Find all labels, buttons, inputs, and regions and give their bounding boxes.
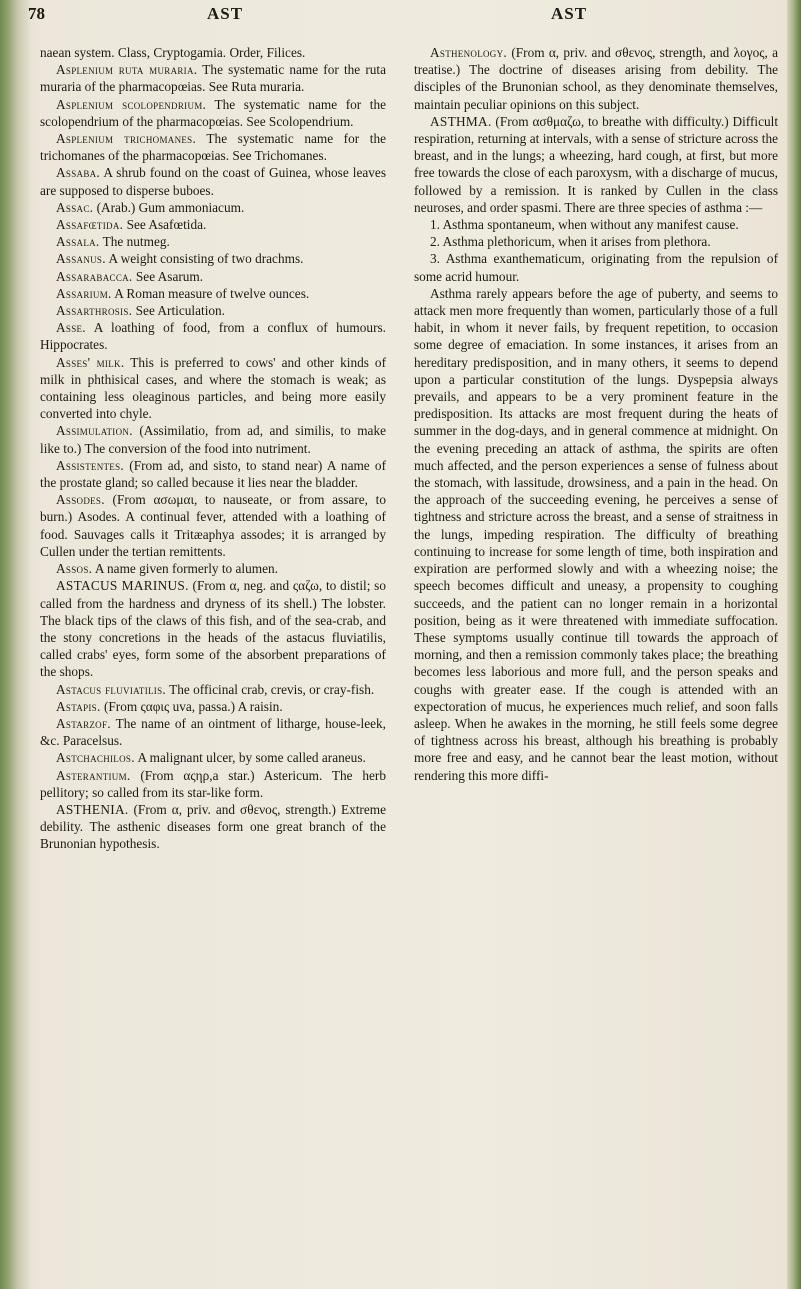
entry-headword: Assarabacca. — [56, 268, 133, 284]
dictionary-entry — [40, 354, 386, 423]
entry-headword: Assac. — [56, 199, 94, 215]
entry-text: The name of an ointment of litharge, house-leek, &c. Paracelsus. — [40, 715, 386, 749]
entry-headword: ASTHENIA. — [56, 801, 129, 817]
entry-text: A Roman measure of twelve ounces. — [114, 285, 310, 301]
entry-headword: Assanus. — [56, 251, 106, 267]
entry-text: (From ςαφις uva, passa.) A raisin. — [103, 698, 283, 714]
entry-text: 1. Asthma spontaneum, when without any manifest cause. — [430, 217, 739, 233]
entry-headword: Asterantium. — [56, 767, 131, 783]
dictionary-entry — [40, 268, 386, 285]
entry-text: (From α, neg. and ςαζω, to distil; so called from the hardness and dryness of its shell.) The lobster. The black tips of the claws of this fish, and of the sea-crab, and the stony concretions in the heads of the astacus fluviatilis, called crabs' eyes, form some of the absorbent preparations of the shops. — [40, 578, 386, 680]
entry-headword: Asplenium trichomanes. — [56, 131, 197, 147]
entry-headword: Assarium. — [56, 285, 112, 301]
entry-text: The systematic name for the trichomanes of the pharmacopœias. See Trichomanes. — [40, 131, 386, 164]
entry-text: (From α, priv. and σθενος, strength, and λογος, a treatise.) The doctrine of diseases arising from debility. The disciples of the Brunonian school, as they denominate themselves, maintain peculiar opinions on this subject. — [414, 45, 778, 112]
entry-headword: Asse. — [56, 320, 86, 336]
entry-text: (From αςηρ,a star.) Astericum. The herb pellitory; so called from its star-like form. — [40, 767, 386, 800]
entry-text: (Assimilatio, from ad, and similis, to make like to.) The conversion of the food into nutriment. — [40, 423, 386, 456]
entry-headword: Assarthrosis. — [56, 303, 133, 319]
dictionary-entry — [40, 302, 386, 319]
dictionary-entry — [414, 250, 778, 284]
entry-text: A name given formerly to alumen. — [94, 561, 278, 577]
dictionary-entry — [414, 113, 778, 216]
entry-headword: ASTHMA. — [430, 113, 492, 129]
entry-text: See Asafœtida. — [126, 217, 207, 233]
dictionary-entry — [414, 233, 778, 250]
entry-headword: Assimulation. — [56, 423, 133, 439]
entry-text: The systematic name for the scolopendrium of the pharmacopœias. See Scolopendrium. — [40, 96, 386, 129]
entry-text: 2. Asthma plethoricum, when it arises from plethora. — [430, 234, 711, 250]
running-headword-left: AST — [207, 4, 244, 23]
entry-text: A shrub found on the coast of Guinea, whose leaves are supposed to disperse buboes. — [40, 165, 387, 198]
entry-headword: ASTACUS MARINUS. — [56, 578, 189, 594]
page-binding-edge — [0, 0, 30, 1289]
dictionary-entry — [40, 767, 386, 801]
entry-text: A loathing of food, from a conflux of humours. Hippocrates. — [40, 320, 387, 353]
entry-headword: Asthenology. — [430, 45, 508, 60]
dictionary-entry — [40, 44, 386, 61]
dictionary-entry — [40, 491, 386, 560]
dictionary-entry — [40, 422, 386, 456]
entry-headword: Astchachilos. — [56, 750, 135, 766]
dictionary-entry — [40, 681, 386, 698]
entry-headword: Assos. — [56, 561, 93, 577]
dictionary-entry — [40, 250, 386, 267]
entry-text: See Articulation. — [135, 303, 226, 319]
entry-text: A malignant ulcer, by some called araneus. — [137, 750, 366, 766]
dictionary-entry — [40, 749, 386, 766]
entry-text: (From ασθμαζω, to breathe with difficulty.) Difficult respiration, returning at intervals, with a sense of stricture across the breast, and in the lungs; a wheezing, hard cough, at first, but more free towards the close of each paroxysm, with a discharge of mucus, followed by a remission. It is ranked by Cullen in the class neuroses, and order spasmi. There are three species of asthma :— — [414, 113, 779, 215]
entry-text: The nutmeg. — [102, 234, 170, 250]
entry-text: (From ασωμαι, to nauseate, or from assare, to burn.) Asodes. A continual fever, attended with a loathing of food. Sauvages calls it Tritæaphya assodes; it is arranged by Cullen under the tertian remittents. — [40, 492, 386, 559]
dictionary-entry — [40, 698, 386, 715]
dictionary-entry — [40, 319, 386, 353]
entry-headword: Asses' milk. — [56, 354, 125, 370]
entry-text: This is preferred to cows' and other kinds of milk in phthisical cases, and where the stomach is weak; as containing less oleaginous particles, and being more easily converted into chyle. — [40, 354, 387, 422]
entry-text: See Asarum. — [135, 268, 204, 284]
entry-text: (From ad, and sisto, to stand near) A name of the prostate gland; so called because it lies near the bladder. — [40, 457, 387, 491]
entry-headword: Assafœtida. — [56, 217, 124, 233]
running-header — [0, 4, 801, 28]
running-headword-right: AST — [551, 4, 588, 23]
dictionary-entry — [40, 164, 386, 198]
entry-text: naean system. Class, Cryptogamia. Order, Filices. — [40, 45, 306, 60]
right-column — [414, 44, 778, 784]
dictionary-entry — [40, 560, 386, 577]
left-column — [40, 44, 386, 853]
entry-text: 3. Asthma exanthematicum, originating from the repulsion of some acrid humour. — [414, 251, 778, 284]
entry-text: The systematic name for the ruta muraria of the pharmacopœias. See Ruta muraria. — [40, 62, 386, 95]
entry-headword: Assala. — [56, 234, 100, 250]
page-number: 78 — [28, 4, 45, 23]
entry-text: A weight consisting of two drachms. — [108, 251, 304, 267]
entry-headword: Asplenium ruta muraria. — [56, 62, 198, 78]
entry-text: Asthma rarely appears before the age of puberty, and seems to attack men more frequently than women, particularly those of a full habit, in whom it never fails, by frequent repetition, to occasion some degree of emaciation. In some instances, it arises from an hereditary predisposition, and in many others, it seems to depend upon a particular constitution of the lungs. Dyspepsia always prevails, and appears to be a very prominent feature in the predisposition. Its attacks are most frequent during the heats of summer in the dog-days, and in general commence at midnight. On the evening preceding an attack of asthma, the spirits are often much affected, and the person experiences a sense of fulness about the stomach, with lassitude, drowsiness, and a pain in the head. On the approach of the succeeding evening, he perceives a sense of tightness and stricture across the breast, and a sense of straitness in the lungs, impeding respiration. The difficulty of breathing continuing to increase for some length of time, both inspiration and expiration are performed slowly and with a wheezing noise; the speech becomes difficult and uneasy, a propensity to coughing succeeds, and the patient can no longer remain in a horizontal position, being as it were threatened with immediate suffocation. These symptoms usually continue till towards the approach of morning, and then a remission commonly takes place; the breathing becomes less laborious and more full, and the person speaks and coughs with greater ease. If the cough is attended with an expectoration of mucus, he experiences much relief, and soon falls asleep. When he awakes in the morning, he still feels some degree of tightness across his breast, although his breathing is probably more free and easy, and he cannot bear the least motion, without rendering this more diffi- — [414, 285, 778, 783]
entry-text: The officinal crab, crevis, or cray-fish. — [169, 681, 375, 697]
dictionary-entry — [40, 96, 386, 130]
dictionary-entry — [40, 715, 386, 749]
page-right-edge — [787, 0, 801, 1289]
entry-text: (Arab.) Gum ammoniacum. — [96, 199, 245, 215]
dictionary-entry — [40, 457, 386, 491]
entry-headword: Assaba. — [56, 165, 101, 181]
dictionary-entry — [40, 285, 386, 302]
dictionary-entry — [40, 233, 386, 250]
dictionary-entry — [40, 801, 386, 853]
dictionary-entry — [414, 44, 778, 113]
dictionary-entry — [414, 216, 778, 233]
entry-text: (From α, priv. and σθενος, strength.) Extreme debility. The asthenic diseases form one great branch of the Brunonian hypothesis. — [40, 801, 386, 852]
entry-headword: Astapis. — [56, 698, 101, 714]
dictionary-entry — [40, 61, 386, 95]
dictionary-entry — [414, 285, 778, 784]
entry-headword: Astarzof. — [56, 715, 111, 731]
entry-headword: Asplenium scolopendrium. — [56, 96, 207, 112]
dictionary-entry — [40, 216, 386, 233]
entry-headword: Assistentes. — [56, 457, 125, 473]
entry-headword: Assodes. — [56, 492, 105, 508]
dictionary-entry — [40, 577, 386, 680]
entry-headword: Astacus fluviatilis. — [56, 681, 167, 697]
dictionary-entry — [40, 130, 386, 164]
dictionary-entry — [40, 199, 386, 216]
